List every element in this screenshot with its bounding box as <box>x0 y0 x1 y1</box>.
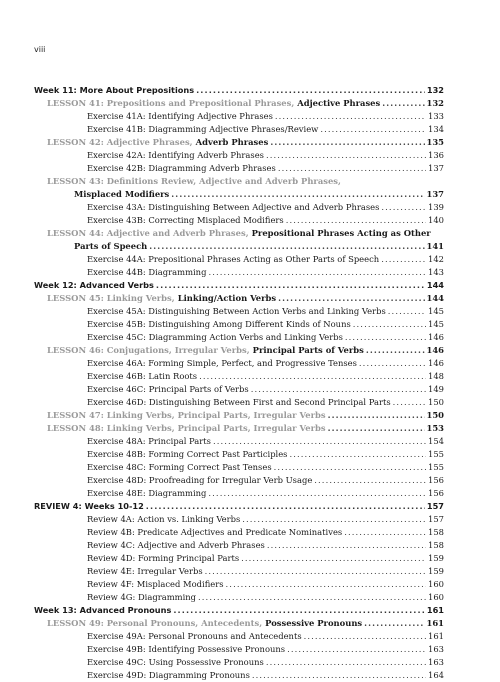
exercise-title: Exercise 44A: Prepositional Phrases Acting as Other Parts of Speech <box>87 254 380 264</box>
toc-lesson-entry-title <box>47 97 380 110</box>
toc-exercise-entry-title <box>87 487 206 500</box>
toc-exercise-entry-title <box>87 214 284 227</box>
toc-exercise-entry[interactable] <box>34 201 444 214</box>
toc-lesson-entry-page: 150 <box>426 410 444 420</box>
toc-exercise-entry-title <box>87 201 379 214</box>
toc-exercise-entry[interactable] <box>34 162 444 175</box>
toc-exercise-entry-title <box>87 331 343 344</box>
toc-exercise-entry-page: 148 <box>428 371 444 381</box>
toc-lesson-entry-continued[interactable] <box>34 240 444 253</box>
toc-section-heading-page: 132 <box>426 85 444 95</box>
dot-leader <box>278 292 424 305</box>
dot-leader <box>196 84 425 97</box>
toc-exercise-entry[interactable] <box>34 565 444 578</box>
toc-exercise-entry-title <box>87 630 302 643</box>
toc-exercise-entry-page: 155 <box>428 462 444 472</box>
lesson-prior-topics: LESSON 48: Linking Verbs, Principal Parts, Irregular Verbs <box>47 423 326 433</box>
dot-leader <box>287 643 426 656</box>
toc-exercise-entry-page: 149 <box>428 384 444 394</box>
toc-exercise-entry-title <box>87 656 264 669</box>
toc-lesson-entry[interactable] <box>34 136 444 149</box>
toc-exercise-entry-title <box>87 357 357 370</box>
toc-exercise-entry-page: 143 <box>428 267 444 277</box>
lesson-prior-topics: LESSON 44: Adjective and Adverb Phrases, <box>47 228 249 238</box>
toc-exercise-entry[interactable] <box>34 474 444 487</box>
toc-exercise-entry[interactable] <box>34 357 444 370</box>
dot-leader <box>156 279 425 292</box>
toc-exercise-entry-title <box>87 643 285 656</box>
toc-exercise-entry-page: 145 <box>428 319 444 329</box>
toc-lesson-entry[interactable] <box>34 175 444 188</box>
toc-exercise-entry-page: 156 <box>428 475 444 485</box>
toc-lesson-entry[interactable] <box>34 617 444 630</box>
toc-exercise-entry-title <box>87 435 211 448</box>
toc-exercise-entry[interactable] <box>34 513 444 526</box>
dot-leader <box>267 539 426 552</box>
toc-exercise-entry-page: 136 <box>428 150 444 160</box>
toc-lesson-entry-page: 146 <box>426 345 444 355</box>
toc-lesson-entry-continued-page: 141 <box>426 241 444 251</box>
dot-leader <box>251 383 426 396</box>
dot-leader <box>344 526 426 539</box>
table-of-contents <box>34 84 444 682</box>
toc-lesson-entry-title <box>47 227 431 240</box>
toc-exercise-entry[interactable] <box>34 487 444 500</box>
lesson-topic: Principal Parts of Verbs <box>252 345 364 355</box>
toc-exercise-entry-title <box>87 396 391 409</box>
exercise-title: Exercise 48D: Proofreading for Irregular Verb Usage <box>87 475 313 485</box>
toc-exercise-entry-title <box>87 578 224 591</box>
toc-exercise-entry-title <box>87 461 272 474</box>
exercise-title: Review 4A: Action vs. Linking Verbs <box>87 514 241 524</box>
toc-exercise-entry[interactable] <box>34 370 444 383</box>
exercise-title: Exercise 43B: Correcting Misplaced Modifiers <box>87 215 284 225</box>
toc-section-heading-title <box>34 84 194 97</box>
toc-exercise-entry-title <box>87 669 250 682</box>
exercise-title: Review 4F: Misplaced Modifiers <box>87 579 224 589</box>
lesson-topic: Adverb Phrases <box>195 137 269 147</box>
lesson-prior-topics: LESSON 41: Prepositions and Prepositional Phrases, <box>47 98 295 108</box>
toc-exercise-entry[interactable] <box>34 318 444 331</box>
toc-exercise-entry-title <box>87 318 351 331</box>
toc-exercise-entry-page: 160 <box>428 592 444 602</box>
toc-exercise-entry-page: 157 <box>428 514 444 524</box>
toc-exercise-entry[interactable] <box>34 552 444 565</box>
toc-exercise-entry[interactable] <box>34 448 444 461</box>
toc-exercise-entry-page: 139 <box>428 202 444 212</box>
toc-lesson-entry-title <box>47 175 341 188</box>
dot-leader <box>304 630 426 643</box>
dot-leader <box>241 552 426 565</box>
exercise-title: Exercise 41A: Identifying Adjective Phrases <box>87 111 273 121</box>
toc-lesson-entry-page: 135 <box>426 137 444 147</box>
exercise-title: Exercise 49C: Using Possessive Pronouns <box>87 657 264 667</box>
lesson-prior-topics: LESSON 42: Adjective Phrases, <box>47 137 193 147</box>
dot-leader <box>266 656 426 669</box>
lesson-prior-topics: LESSON 47: Linking Verbs, Principal Parts, Irregular Verbs <box>47 410 326 420</box>
toc-exercise-entry-page: 142 <box>428 254 444 264</box>
dot-leader <box>198 591 426 604</box>
exercise-title: Exercise 49A: Personal Pronouns and Antecedents <box>87 631 302 641</box>
toc-exercise-entry-page: 159 <box>428 566 444 576</box>
toc-section-heading-title <box>34 604 171 617</box>
exercise-title: Review 4E: Irregular Verbs <box>87 566 203 576</box>
exercise-title: Exercise 49B: Identifying Possessive Pronouns <box>87 644 286 654</box>
dot-leader <box>381 253 426 266</box>
toc-exercise-entry[interactable] <box>34 396 444 409</box>
exercise-title: Exercise 42A: Identifying Adverb Phrases <box>87 150 264 160</box>
toc-exercise-entry[interactable] <box>34 266 444 279</box>
dot-leader <box>353 318 426 331</box>
section-title: REVIEW 4: Weeks 10-12 <box>34 501 144 511</box>
dot-leader <box>274 461 426 474</box>
exercise-title: Exercise 48C: Forming Correct Past Tenses <box>87 462 272 472</box>
toc-exercise-entry-title <box>87 149 264 162</box>
toc-exercise-entry[interactable] <box>34 331 444 344</box>
toc-exercise-entry[interactable] <box>34 305 444 318</box>
toc-exercise-entry-title <box>87 253 379 266</box>
toc-section-heading-title <box>34 500 144 513</box>
toc-exercise-entry-page: 140 <box>428 215 444 225</box>
lesson-topic: Possessive Pronouns <box>265 618 363 628</box>
dot-leader <box>328 422 425 435</box>
toc-exercise-entry[interactable] <box>34 578 444 591</box>
dot-leader <box>213 435 426 448</box>
lesson-prior-topics: LESSON 43: Definitions Review, Adjective and Adverb Phrases, <box>47 176 341 186</box>
dot-leader <box>252 669 426 682</box>
section-title: Week 11: More About Prepositions <box>34 85 195 95</box>
toc-lesson-entry-continued-title <box>74 188 169 201</box>
exercise-title: Exercise 43A: Distinguishing Between Adjective and Adverb Phrases <box>87 202 380 212</box>
toc-exercise-entry-title <box>87 513 240 526</box>
toc-lesson-entry[interactable] <box>34 409 444 422</box>
toc-exercise-entry[interactable] <box>34 214 444 227</box>
toc-section-heading-title <box>34 279 154 292</box>
exercise-title: Exercise 48E: Diagramming <box>87 488 207 498</box>
exercise-title: Exercise 45B: Distinguishing Among Different Kinds of Nouns <box>87 319 351 329</box>
toc-exercise-entry-page: 163 <box>428 657 444 667</box>
toc-exercise-entry[interactable] <box>34 591 444 604</box>
toc-section-heading[interactable] <box>34 279 444 292</box>
toc-exercise-entry[interactable] <box>34 526 444 539</box>
toc-exercise-entry-title <box>87 539 265 552</box>
toc-lesson-entry-title <box>47 617 362 630</box>
dot-leader <box>364 617 424 630</box>
section-title: Week 13: Advanced Pronouns <box>34 605 172 615</box>
toc-section-heading[interactable] <box>34 500 444 513</box>
dot-leader <box>242 513 426 526</box>
exercise-title: Review 4B: Predicate Adjectives and Predicate Nominatives <box>87 527 343 537</box>
toc-exercise-entry-page: 161 <box>428 631 444 641</box>
toc-exercise-entry[interactable] <box>34 539 444 552</box>
toc-section-heading-page: 144 <box>426 280 444 290</box>
exercise-title: Exercise 42B: Diagramming Adverb Phrases <box>87 163 276 173</box>
toc-lesson-entry-page: 144 <box>426 293 444 303</box>
toc-exercise-entry-title <box>87 110 273 123</box>
toc-exercise-entry[interactable] <box>34 110 444 123</box>
lesson-topic-continued: Parts of Speech <box>74 241 148 251</box>
toc-exercise-entry-title <box>87 370 197 383</box>
exercise-title: Exercise 49D: Diagramming Pronouns <box>87 670 250 680</box>
dot-leader <box>270 136 424 149</box>
toc-lesson-entry[interactable] <box>34 422 444 435</box>
toc-lesson-entry-page: 153 <box>426 423 444 433</box>
toc-exercise-entry-page: 155 <box>428 449 444 459</box>
toc-exercise-entry[interactable] <box>34 656 444 669</box>
toc-exercise-entry-page: 158 <box>428 527 444 537</box>
dot-leader <box>320 123 426 136</box>
dot-leader <box>266 149 426 162</box>
toc-exercise-entry[interactable] <box>34 435 444 448</box>
dot-leader <box>388 305 426 318</box>
exercise-title: Review 4C: Adjective and Adverb Phrases <box>87 540 265 550</box>
exercise-title: Exercise 41B: Diagramming Adjective Phrases/Review <box>87 124 319 134</box>
toc-lesson-entry-title <box>47 409 326 422</box>
toc-exercise-entry-page: 159 <box>428 553 444 563</box>
dot-leader <box>328 409 425 422</box>
toc-lesson-entry-title <box>47 344 364 357</box>
toc-exercise-entry-title <box>87 474 312 487</box>
exercise-title: Exercise 46D: Distinguishing Between First and Second Principal Parts <box>87 397 391 407</box>
lesson-topic-continued: Misplaced Modifiers <box>74 189 170 199</box>
toc-exercise-entry[interactable] <box>34 123 444 136</box>
page-number: viii <box>34 45 46 54</box>
toc-exercise-entry-page: 163 <box>428 644 444 654</box>
toc-section-heading-page: 161 <box>426 605 444 615</box>
toc-exercise-entry[interactable] <box>34 630 444 643</box>
dot-leader <box>226 578 426 591</box>
lesson-prior-topics: LESSON 46: Conjugations, Irregular Verbs, <box>47 345 250 355</box>
toc-exercise-entry-page: 146 <box>428 358 444 368</box>
lesson-topic: Linking/Action Verbs <box>177 293 277 303</box>
toc-exercise-entry-title <box>87 305 386 318</box>
toc-lesson-entry-title <box>47 422 326 435</box>
toc-exercise-entry-page: 156 <box>428 488 444 498</box>
section-title: Week 12: Advanced Verbs <box>34 280 154 290</box>
exercise-title: Exercise 45C: Diagramming Action Verbs and Linking Verbs <box>87 332 343 342</box>
dot-leader <box>205 565 426 578</box>
toc-lesson-entry-continued-title <box>74 240 147 253</box>
toc-exercise-entry[interactable] <box>34 643 444 656</box>
exercise-title: Review 4D: Forming Principal Parts <box>87 553 240 563</box>
lesson-prior-topics: LESSON 49: Personal Pronouns, Antecedents, <box>47 618 263 628</box>
exercise-title: Exercise 46B: Latin Roots <box>87 371 198 381</box>
toc-exercise-entry[interactable] <box>34 383 444 396</box>
toc-exercise-entry[interactable] <box>34 253 444 266</box>
toc-exercise-entry-title <box>87 552 239 565</box>
toc-lesson-entry[interactable] <box>34 227 444 240</box>
toc-exercise-entry-page: 150 <box>428 397 444 407</box>
toc-lesson-entry[interactable] <box>34 344 444 357</box>
dot-leader <box>199 370 426 383</box>
toc-lesson-entry[interactable] <box>34 292 444 305</box>
dot-leader <box>382 97 424 110</box>
exercise-title: Exercise 48A: Principal Parts <box>87 436 211 446</box>
toc-exercise-entry[interactable] <box>34 149 444 162</box>
toc-section-heading[interactable] <box>34 604 444 617</box>
dot-leader <box>149 240 424 253</box>
dot-leader <box>275 110 426 123</box>
dot-leader <box>171 188 424 201</box>
toc-exercise-entry[interactable] <box>34 669 444 682</box>
lesson-topic: Prepositional Phrases Acting as Other <box>251 228 431 238</box>
toc-exercise-entry-page: 137 <box>428 163 444 173</box>
toc-lesson-entry[interactable] <box>34 97 444 110</box>
toc-exercise-entry-page: 133 <box>428 111 444 121</box>
toc-exercise-entry-page: 158 <box>428 540 444 550</box>
exercise-title: Exercise 46A: Forming Simple, Perfect, and Progressive Tenses <box>87 358 357 368</box>
dot-leader <box>286 214 426 227</box>
exercise-title: Exercise 45A: Distinguishing Between Action Verbs and Linking Verbs <box>87 306 386 316</box>
toc-lesson-entry-page: 132 <box>426 98 444 108</box>
toc-exercise-entry-title <box>87 162 276 175</box>
toc-exercise-entry-title <box>87 266 206 279</box>
dot-leader <box>208 266 426 279</box>
dot-leader <box>289 448 426 461</box>
toc-exercise-entry-title <box>87 123 318 136</box>
toc-exercise-entry-page: 154 <box>428 436 444 446</box>
toc-exercise-entry-page: 164 <box>428 670 444 680</box>
lesson-topic: Adjective Phrases <box>297 98 381 108</box>
dot-leader <box>393 396 426 409</box>
toc-lesson-entry-title <box>47 136 268 149</box>
toc-lesson-entry-continued-page: 137 <box>426 189 444 199</box>
toc-exercise-entry-title <box>87 591 196 604</box>
toc-section-heading-page: 157 <box>426 501 444 511</box>
toc-exercise-entry-page: 145 <box>428 306 444 316</box>
dot-leader <box>366 344 425 357</box>
dot-leader <box>345 331 426 344</box>
dot-leader <box>278 162 426 175</box>
toc-exercise-entry-title <box>87 526 342 539</box>
dot-leader <box>314 474 426 487</box>
dot-leader <box>208 487 426 500</box>
exercise-title: Exercise 46C: Principal Parts of Verbs <box>87 384 249 394</box>
toc-lesson-entry-page: 161 <box>426 618 444 628</box>
exercise-title: Exercise 44B: Diagramming <box>87 267 207 277</box>
exercise-title: Exercise 48B: Forming Correct Past Participles <box>87 449 288 459</box>
toc-exercise-entry-title <box>87 565 203 578</box>
dot-leader <box>146 500 425 513</box>
toc-lesson-entry-continued[interactable] <box>34 188 444 201</box>
toc-exercise-entry-page: 134 <box>428 124 444 134</box>
toc-exercise-entry-title <box>87 383 249 396</box>
toc-exercise-entry-page: 146 <box>428 332 444 342</box>
lesson-prior-topics: LESSON 45: Linking Verbs, <box>47 293 175 303</box>
toc-exercise-entry-title <box>87 448 287 461</box>
toc-section-heading[interactable] <box>34 84 444 97</box>
dot-leader <box>381 201 426 214</box>
toc-exercise-entry[interactable] <box>34 461 444 474</box>
toc-lesson-entry-title <box>47 292 276 305</box>
dot-leader <box>173 604 425 617</box>
dot-leader <box>359 357 426 370</box>
toc-exercise-entry-page: 160 <box>428 579 444 589</box>
exercise-title: Review 4G: Diagramming <box>87 592 197 602</box>
